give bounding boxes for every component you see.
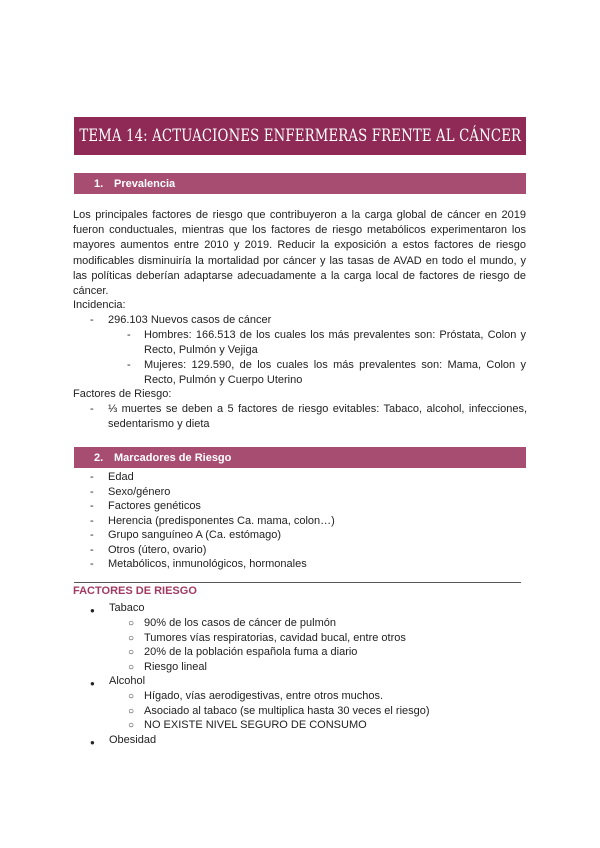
bullet-icon: ● xyxy=(90,738,95,747)
horizontal-divider xyxy=(74,582,521,583)
section-number: 1. xyxy=(94,177,104,190)
document-title: TEMA 14: ACTUACIONES ENFERMERAS FRENTE AL CÁNCER xyxy=(79,126,521,146)
section-header-prevalencia xyxy=(74,173,526,194)
dash-marker: - xyxy=(127,359,131,371)
dash-marker: - xyxy=(90,403,94,415)
circle-bullet-icon: ○ xyxy=(128,618,135,629)
factores-label: Factores de Riesgo: xyxy=(73,388,172,400)
circle-bullet-icon: ○ xyxy=(128,647,135,658)
section-title: Marcadores de Riesgo xyxy=(114,451,232,464)
document-title-banner xyxy=(74,117,526,155)
dash-marker: - xyxy=(90,314,94,326)
incidencia-label: Incidencia: xyxy=(73,299,126,311)
circle-bullet-icon: ○ xyxy=(128,662,135,673)
list-item: - Hombres: 166.513 de los cuales los más prevalentes son: Próstata, Colon y Recto, Pulmón y Vejiga xyxy=(127,329,526,356)
dash-marker: - xyxy=(127,329,131,341)
list-item: - ⅓ muertes se deben a 5 factores de riesgo evitables: Tabaco, alcohol, infecciones, sedentarismo y dieta xyxy=(90,403,527,430)
bullet-icon: ● xyxy=(90,606,95,615)
circle-bullet-icon: ○ xyxy=(128,633,135,644)
circle-bullet-icon: ○ xyxy=(128,720,135,731)
prevalencia-paragraph: Los principales factores de riesgo que contribuyeron a la carga global de cáncer en 2019 fueron conductuales, mientras que los factores de riesgo metabólicos experimentaron los mayores aumentos entre 2010 y 2019. Reducir la exposición a estos factores de riesgo modificables disminuiría la mortalidad por cáncer y las tasas de AVAD en todo el mundo, y las políticas deberían adaptarse adecuadamente a la carga local de factores de riesgo de cáncer. xyxy=(73,209,526,298)
circle-bullet-icon: ○ xyxy=(128,706,135,717)
bullet-icon: ● xyxy=(90,679,95,688)
section-header-marcadores xyxy=(74,447,526,468)
factores-riesgo-heading: FACTORES DE RIESGO xyxy=(73,585,197,597)
document-page: TEMA 14: ACTUACIONES ENFERMERAS FRENTE AL CÁNCER 1. Prevalencia Los principales factores de riesgo que contribuyeron a la carga global de cáncer en 2019 fueron conductuales, mientras que los factores de riesgo metabólicos experimentaron los mayores aumentos entre 2010 y 2019. Reducir la exposición a estos factores de riesgo modificables disminuiría la mortalidad por cáncer y las tasas de AVAD en todo el mundo, y las políticas deberían adaptarse adecuadamente a la carga local de factores de riesgo de cáncer. Incidencia: - 296.103 Nuevos casos de cáncer - Hombres: 166.513 de los cuales los más prevalentes son: Próstata, Colon y Recto, Pulmón y Vejiga - Mujeres: 129.590, de los cuales los más prevalentes son: Mama, Colon y Recto, Pulmón y Cuerpo Uterino Factores de Riesgo: - ⅓ muertes se deben a 5 factores de riesgo evitables: Tabaco, alcohol, infecciones, sedentarismo y dieta 2. Marcadores de Riesgo - Edad - Sexo/género - Factores genéticos - Herencia (predisponentes Ca. mama, colon…) - Grupo sanguíneo A (Ca. estómago) - Otros (útero, ovario) - Metabólicos, inmunológicos, hormonales FACTORES DE RIESGO ● Tabaco ○ 90% de los casos de cáncer de pulmón ○ Tumores vías respiratorias, cavidad bucal, entre otros ○ 20% de la población española fuma a diario ○ Riesgo lineal ● Alcohol ○ Hígado, vías aerodigestivas, entre otros muchos. ○ Asociado al tabaco (se multiplica hasta 30 veces el riesgo) ○ NO EXISTE NIVEL SEGURO DE CONSUMO ● Obesidad xyxy=(0,0,600,848)
list-item: - Mujeres: 129.590, de los cuales los más prevalentes son: Mama, Colon y Recto, Pulmón y Cuerpo Uterino xyxy=(127,359,526,386)
section-title: Prevalencia xyxy=(114,177,176,190)
section-number: 2. xyxy=(94,451,104,464)
circle-bullet-icon: ○ xyxy=(128,691,135,702)
